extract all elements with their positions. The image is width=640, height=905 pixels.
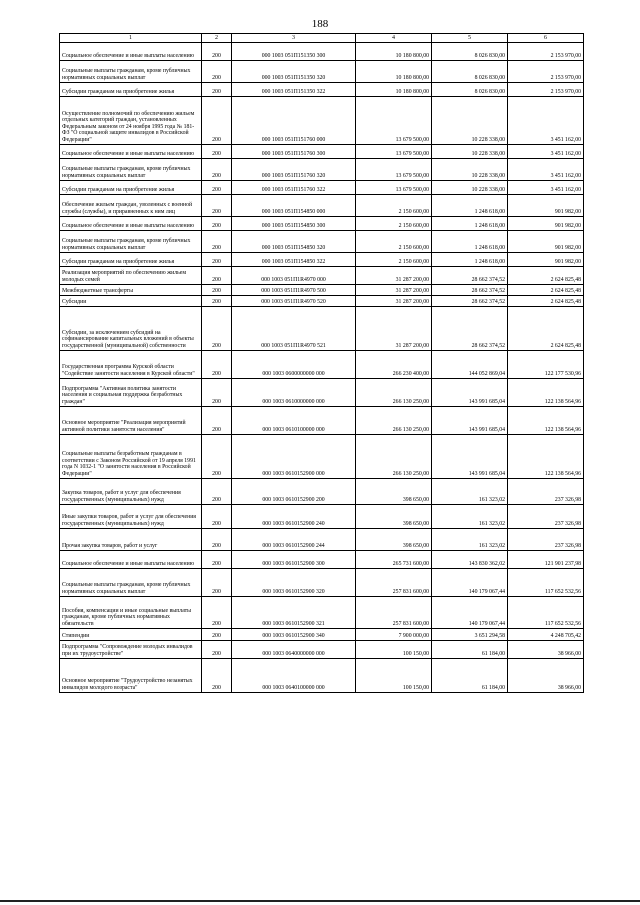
column-number: 1 xyxy=(60,34,202,43)
approved-amount-cell: 2 150 600,00 xyxy=(356,253,432,267)
executed-amount-cell: 1 248 618,00 xyxy=(432,217,508,231)
item-name-cell: Субсидии, за исключением субсидий на софинансирование капитальных вложений в объекты государственной (муниципальной) собственности xyxy=(60,307,202,351)
budget-code-cell: 000 1003 051П154850 000 xyxy=(232,195,356,217)
executed-amount-cell: 10 228 338,00 xyxy=(432,145,508,159)
approved-amount-cell: 31 287 200,00 xyxy=(356,267,432,285)
table-row xyxy=(60,253,584,267)
unexecuted-amount-cell: 901 982,00 xyxy=(508,217,584,231)
table-row xyxy=(60,597,584,629)
table-row xyxy=(60,351,584,379)
budget-code-cell: 000 1003 0610100000 000 xyxy=(232,407,356,435)
item-name-cell: Подпрограмма "Сопровождение молодых инвалидов при их трудоустройстве" xyxy=(60,641,202,659)
department-code-cell: 200 xyxy=(202,195,232,217)
table-row xyxy=(60,307,584,351)
budget-code-cell: 000 1003 051П1R4970 000 xyxy=(232,267,356,285)
budget-code-cell: 000 1003 051П1R4970 500 xyxy=(232,285,356,296)
executed-amount-cell: 1 248 618,00 xyxy=(432,195,508,217)
table-row xyxy=(60,181,584,195)
budget-code-cell: 000 1003 0610152900 321 xyxy=(232,597,356,629)
approved-amount-cell: 398 650,00 xyxy=(356,505,432,529)
approved-amount-cell: 265 731 600,00 xyxy=(356,551,432,569)
department-code-cell: 200 xyxy=(202,61,232,83)
budget-code-cell: 000 1003 051П151760 322 xyxy=(232,181,356,195)
executed-amount-cell: 161 323,02 xyxy=(432,529,508,551)
budget-code-cell: 000 1003 051П154850 320 xyxy=(232,231,356,253)
department-code-cell: 200 xyxy=(202,641,232,659)
unexecuted-amount-cell: 3 451 162,00 xyxy=(508,181,584,195)
budget-code-cell: 000 1003 051П151760 300 xyxy=(232,145,356,159)
budget-code-cell: 000 1003 051П1R4970 521 xyxy=(232,307,356,351)
unexecuted-amount-cell: 2 624 825,48 xyxy=(508,285,584,296)
item-name-cell: Социальные выплаты гражданам, кроме публичных нормативных социальных выплат xyxy=(60,231,202,253)
unexecuted-amount-cell: 237 326,98 xyxy=(508,505,584,529)
department-code-cell: 200 xyxy=(202,479,232,505)
executed-amount-cell: 28 662 374,52 xyxy=(432,285,508,296)
approved-amount-cell: 31 287 200,00 xyxy=(356,285,432,296)
department-code-cell: 200 xyxy=(202,83,232,97)
approved-amount-cell: 398 650,00 xyxy=(356,529,432,551)
executed-amount-cell: 8 026 830,00 xyxy=(432,43,508,61)
budget-code-cell: 000 1003 0610152900 200 xyxy=(232,479,356,505)
unexecuted-amount-cell: 122 138 564,96 xyxy=(508,379,584,407)
approved-amount-cell: 266 130 250,00 xyxy=(356,379,432,407)
budget-code-cell: 000 1003 051П151760 320 xyxy=(232,159,356,181)
unexecuted-amount-cell: 2 624 825,48 xyxy=(508,296,584,307)
table-row xyxy=(60,267,584,285)
approved-amount-cell: 31 287 200,00 xyxy=(356,296,432,307)
department-code-cell: 200 xyxy=(202,351,232,379)
department-code-cell: 200 xyxy=(202,145,232,159)
item-name-cell: Социальные выплаты гражданам, кроме публичных нормативных социальных выплат xyxy=(60,61,202,83)
executed-amount-cell: 161 323,02 xyxy=(432,505,508,529)
executed-amount-cell: 10 228 338,00 xyxy=(432,181,508,195)
budget-code-cell: 000 1003 0610152900 244 xyxy=(232,529,356,551)
unexecuted-amount-cell: 122 138 564,96 xyxy=(508,407,584,435)
department-code-cell: 200 xyxy=(202,407,232,435)
table-row xyxy=(60,551,584,569)
unexecuted-amount-cell: 38 966,00 xyxy=(508,659,584,693)
unexecuted-amount-cell: 117 652 532,56 xyxy=(508,569,584,597)
unexecuted-amount-cell: 117 652 532,56 xyxy=(508,597,584,629)
page-number: 188 xyxy=(311,18,329,30)
budget-code-cell: 000 1003 0610152900 000 xyxy=(232,435,356,479)
column-number: 6 xyxy=(508,34,584,43)
executed-amount-cell: 61 184,00 xyxy=(432,659,508,693)
approved-amount-cell: 31 287 200,00 xyxy=(356,307,432,351)
approved-amount-cell: 257 831 600,00 xyxy=(356,569,432,597)
executed-amount-cell: 3 651 294,58 xyxy=(432,629,508,641)
budget-code-cell: 000 1003 051П151350 322 xyxy=(232,83,356,97)
table-row xyxy=(60,529,584,551)
item-name-cell: Основное мероприятие "Трудоустройство незанятых инвалидов молодого возраста" xyxy=(60,659,202,693)
unexecuted-amount-cell: 2 153 970,00 xyxy=(508,43,584,61)
executed-amount-cell: 8 026 830,00 xyxy=(432,61,508,83)
approved-amount-cell: 10 180 800,00 xyxy=(356,43,432,61)
column-number-row xyxy=(60,34,584,43)
budget-code-cell: 000 1003 051П151760 000 xyxy=(232,97,356,145)
executed-amount-cell: 1 248 618,00 xyxy=(432,231,508,253)
item-name-cell: Социальное обеспечение и иные выплаты населению xyxy=(60,145,202,159)
executed-amount-cell: 143 830 362,02 xyxy=(432,551,508,569)
budget-code-cell: 000 1003 0610152900 240 xyxy=(232,505,356,529)
budget-execution-table xyxy=(59,33,584,693)
approved-amount-cell: 398 650,00 xyxy=(356,479,432,505)
department-code-cell: 200 xyxy=(202,379,232,407)
unexecuted-amount-cell: 901 982,00 xyxy=(508,253,584,267)
unexecuted-amount-cell: 237 326,98 xyxy=(508,529,584,551)
approved-amount-cell: 13 679 500,00 xyxy=(356,181,432,195)
department-code-cell: 200 xyxy=(202,231,232,253)
table-row xyxy=(60,231,584,253)
budget-code-cell: 000 1003 0610152900 340 xyxy=(232,629,356,641)
column-number: 5 xyxy=(432,34,508,43)
item-name-cell: Субсидии гражданам на приобретение жилья xyxy=(60,253,202,267)
department-code-cell: 200 xyxy=(202,551,232,569)
budget-code-cell: 000 1003 0640000000 000 xyxy=(232,641,356,659)
approved-amount-cell: 10 180 800,00 xyxy=(356,61,432,83)
item-name-cell: Иные закупки товаров, работ и услуг для обеспечения государственных (муниципальных) нужд xyxy=(60,505,202,529)
table-row xyxy=(60,217,584,231)
department-code-cell: 200 xyxy=(202,529,232,551)
department-code-cell: 200 xyxy=(202,597,232,629)
table-row xyxy=(60,43,584,61)
budget-code-cell: 000 1003 051П1R4970 520 xyxy=(232,296,356,307)
budget-code-cell: 000 1003 0610152900 300 xyxy=(232,551,356,569)
approved-amount-cell: 13 679 500,00 xyxy=(356,97,432,145)
item-name-cell: Субсидии гражданам на приобретение жилья xyxy=(60,181,202,195)
approved-amount-cell: 266 130 250,00 xyxy=(356,435,432,479)
unexecuted-amount-cell: 3 451 162,00 xyxy=(508,159,584,181)
unexecuted-amount-cell: 38 966,00 xyxy=(508,641,584,659)
table-row xyxy=(60,285,584,296)
table-row xyxy=(60,659,584,693)
budget-code-cell: 000 1003 051П151350 320 xyxy=(232,61,356,83)
approved-amount-cell: 7 900 000,00 xyxy=(356,629,432,641)
department-code-cell: 200 xyxy=(202,307,232,351)
unexecuted-amount-cell: 237 326,98 xyxy=(508,479,584,505)
table-row xyxy=(60,505,584,529)
executed-amount-cell: 10 228 338,00 xyxy=(432,97,508,145)
department-code-cell: 200 xyxy=(202,296,232,307)
department-code-cell: 200 xyxy=(202,659,232,693)
department-code-cell: 200 xyxy=(202,97,232,145)
budget-code-cell: 000 1003 051П154850 322 xyxy=(232,253,356,267)
table-row xyxy=(60,83,584,97)
approved-amount-cell: 266 230 400,00 xyxy=(356,351,432,379)
unexecuted-amount-cell: 121 901 237,98 xyxy=(508,551,584,569)
table-row xyxy=(60,407,584,435)
budget-code-cell: 000 1003 051П151350 300 xyxy=(232,43,356,61)
department-code-cell: 200 xyxy=(202,267,232,285)
table-row xyxy=(60,435,584,479)
approved-amount-cell: 2 150 600,00 xyxy=(356,195,432,217)
approved-amount-cell: 13 679 500,00 xyxy=(356,159,432,181)
unexecuted-amount-cell: 2 153 970,00 xyxy=(508,61,584,83)
item-name-cell: Государственная программа Курской области "Содействие занятости населения в Курской области" xyxy=(60,351,202,379)
budget-code-cell: 000 1003 0600000000 000 xyxy=(232,351,356,379)
approved-amount-cell: 10 180 800,00 xyxy=(356,83,432,97)
table-row xyxy=(60,479,584,505)
unexecuted-amount-cell: 122 138 564,96 xyxy=(508,435,584,479)
item-name-cell: Реализация мероприятий по обеспечению жильем молодых семей xyxy=(60,267,202,285)
table-row xyxy=(60,145,584,159)
budget-code-cell: 000 1003 0610152900 320 xyxy=(232,569,356,597)
table-row xyxy=(60,296,584,307)
executed-amount-cell: 143 991 685,04 xyxy=(432,379,508,407)
table-row xyxy=(60,159,584,181)
executed-amount-cell: 61 184,00 xyxy=(432,641,508,659)
column-number: 2 xyxy=(202,34,232,43)
item-name-cell: Подпрограмма "Активная политика занятости населения и социальная поддержка безработных граждан" xyxy=(60,379,202,407)
department-code-cell: 200 xyxy=(202,569,232,597)
unexecuted-amount-cell: 2 624 825,48 xyxy=(508,307,584,351)
department-code-cell: 200 xyxy=(202,505,232,529)
item-name-cell: Социальные выплаты безработным гражданам в соответствии с Законом Российской от 19 апреля 1991 года N 1032-1 "О занятости населения в Российской Федерации" xyxy=(60,435,202,479)
item-name-cell: Социальное обеспечение и иные выплаты населению xyxy=(60,551,202,569)
item-name-cell: Прочая закупка товаров, работ и услуг xyxy=(60,529,202,551)
executed-amount-cell: 28 662 374,52 xyxy=(432,307,508,351)
item-name-cell: Социальные выплаты гражданам, кроме публичных нормативных социальных выплат xyxy=(60,159,202,181)
approved-amount-cell: 100 150,00 xyxy=(356,659,432,693)
item-name-cell: Осуществление полномочий по обеспечению жильем отдельных категорий граждан, установленных Федеральным законом от 24 ноября 1995 года № 181-ФЗ "О социальной защите инвалидов в Российской Федерации" xyxy=(60,97,202,145)
executed-amount-cell: 140 179 067,44 xyxy=(432,597,508,629)
unexecuted-amount-cell: 3 451 162,00 xyxy=(508,145,584,159)
approved-amount-cell: 257 831 600,00 xyxy=(356,597,432,629)
executed-amount-cell: 143 991 685,04 xyxy=(432,407,508,435)
item-name-cell: Стипендии xyxy=(60,629,202,641)
item-name-cell: Обеспечение жильем граждан, уволенных с военной службы (службы), и приравненных к ним лиц xyxy=(60,195,202,217)
approved-amount-cell: 2 150 600,00 xyxy=(356,231,432,253)
item-name-cell: Закупка товаров, работ и услуг для обеспечения государственных (муниципальных) нужд xyxy=(60,479,202,505)
table-row xyxy=(60,195,584,217)
unexecuted-amount-cell: 901 982,00 xyxy=(508,195,584,217)
item-name-cell: Основное мероприятие "Реализация мероприятий активной политики занятости населения" xyxy=(60,407,202,435)
department-code-cell: 200 xyxy=(202,43,232,61)
table-row xyxy=(60,379,584,407)
table-row xyxy=(60,569,584,597)
budget-code-cell: 000 1003 0640100000 000 xyxy=(232,659,356,693)
executed-amount-cell: 28 662 374,52 xyxy=(432,296,508,307)
department-code-cell: 200 xyxy=(202,435,232,479)
approved-amount-cell: 100 150,00 xyxy=(356,641,432,659)
department-code-cell: 200 xyxy=(202,181,232,195)
item-name-cell: Субсидии xyxy=(60,296,202,307)
department-code-cell: 200 xyxy=(202,159,232,181)
unexecuted-amount-cell: 4 248 705,42 xyxy=(508,629,584,641)
column-number: 3 xyxy=(232,34,356,43)
unexecuted-amount-cell: 122 177 530,96 xyxy=(508,351,584,379)
table-row xyxy=(60,97,584,145)
executed-amount-cell: 1 248 618,00 xyxy=(432,253,508,267)
executed-amount-cell: 140 179 067,44 xyxy=(432,569,508,597)
unexecuted-amount-cell: 2 624 825,48 xyxy=(508,267,584,285)
department-code-cell: 200 xyxy=(202,217,232,231)
table-row xyxy=(60,641,584,659)
executed-amount-cell: 10 228 338,00 xyxy=(432,159,508,181)
item-name-cell: Межбюджетные трансферты xyxy=(60,285,202,296)
approved-amount-cell: 13 679 500,00 xyxy=(356,145,432,159)
unexecuted-amount-cell: 3 451 162,00 xyxy=(508,97,584,145)
budget-code-cell: 000 1003 051П154850 300 xyxy=(232,217,356,231)
item-name-cell: Социальное обеспечение и иные выплаты населению xyxy=(60,217,202,231)
item-name-cell: Субсидии гражданам на приобретение жилья xyxy=(60,83,202,97)
executed-amount-cell: 144 052 869,04 xyxy=(432,351,508,379)
executed-amount-cell: 8 026 830,00 xyxy=(432,83,508,97)
department-code-cell: 200 xyxy=(202,629,232,641)
department-code-cell: 200 xyxy=(202,253,232,267)
unexecuted-amount-cell: 901 982,00 xyxy=(508,231,584,253)
table-row xyxy=(60,629,584,641)
item-name-cell: Социальные выплаты гражданам, кроме публичных нормативных социальных выплат xyxy=(60,569,202,597)
item-name-cell: Социальное обеспечение и иные выплаты населению xyxy=(60,43,202,61)
table-body xyxy=(60,43,584,693)
item-name-cell: Пособия, компенсации и иные социальные выплаты гражданам, кроме публичных нормативных обязательств xyxy=(60,597,202,629)
department-code-cell: 200 xyxy=(202,285,232,296)
executed-amount-cell: 143 991 685,04 xyxy=(432,435,508,479)
executed-amount-cell: 28 662 374,52 xyxy=(432,267,508,285)
approved-amount-cell: 2 150 600,00 xyxy=(356,217,432,231)
unexecuted-amount-cell: 2 153 970,00 xyxy=(508,83,584,97)
column-number: 4 xyxy=(356,34,432,43)
executed-amount-cell: 161 323,02 xyxy=(432,479,508,505)
table-row xyxy=(60,61,584,83)
approved-amount-cell: 266 130 250,00 xyxy=(356,407,432,435)
scan-edge-line xyxy=(0,900,640,902)
budget-code-cell: 000 1003 0610000000 000 xyxy=(232,379,356,407)
